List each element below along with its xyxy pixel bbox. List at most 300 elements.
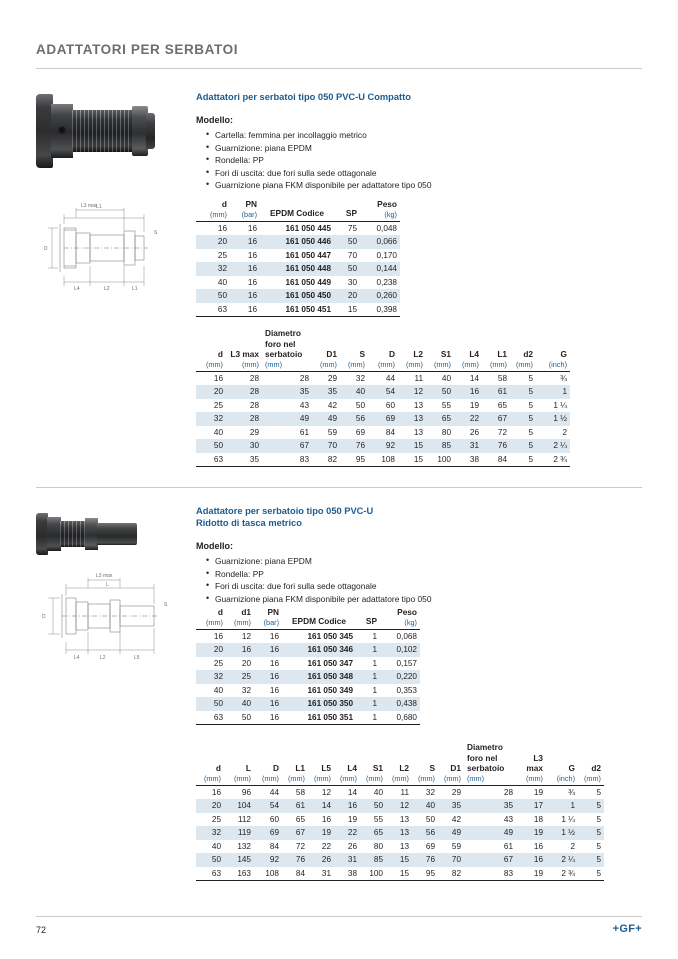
modello-label-1: Modello: [196, 115, 233, 125]
svg-text:L2: L2 [100, 655, 106, 661]
feature-list-1 [196, 129, 496, 192]
cell: 19 [347, 814, 357, 824]
cell: 59 [327, 427, 337, 437]
cell: 35 [262, 385, 312, 399]
cell: 31 [334, 853, 360, 867]
cell: 58 [497, 373, 507, 383]
list-item: • Rondella: PP [207, 154, 496, 167]
cell: 5 [528, 400, 533, 410]
dims-table-2-wrap [196, 742, 604, 881]
cell: 0,220 [380, 670, 420, 684]
cell: 49 [312, 412, 340, 426]
photo-outlet-hole [59, 127, 65, 133]
table-row [196, 289, 400, 303]
cell: 132 [237, 841, 251, 851]
cell: 1 ¼ [561, 814, 575, 824]
cell: 16 [247, 250, 257, 260]
cell: 2 ¾ [536, 453, 570, 467]
cell: 0,102 [380, 643, 420, 657]
cell: 32 [241, 685, 251, 695]
cell: 67 [464, 853, 516, 867]
cell: 69 [254, 826, 282, 840]
cell: 63 [196, 303, 230, 317]
cell: 119 [224, 826, 254, 840]
cell: 112 [237, 814, 251, 824]
cell: 5 [510, 412, 536, 426]
cell: 30 [226, 439, 262, 453]
cell: 20 [196, 235, 230, 249]
cell: 76 [482, 439, 510, 453]
col-header: EPDM Codice [282, 607, 356, 629]
cell: 72 [295, 841, 305, 851]
cell: 16 [247, 223, 257, 233]
photo-end [146, 113, 155, 149]
table-row [196, 221, 400, 235]
cell: 2 ¼ [536, 439, 570, 453]
table-row [196, 867, 604, 881]
svg-text:L5: L5 [134, 655, 140, 661]
list-item: • Guarnizione: piana EPDM [207, 555, 496, 568]
cell: 40 [340, 385, 368, 399]
cell: 56 [412, 826, 438, 840]
table-row [196, 249, 400, 263]
cell: 35 [464, 799, 516, 813]
cell: 60 [385, 400, 395, 410]
cell: 16 [254, 643, 282, 657]
cell: 50 [196, 289, 230, 303]
col-header: PN (bar) [254, 607, 282, 629]
cell: 2 [562, 427, 567, 437]
cell: 104 [224, 799, 254, 813]
feature-list-2 [196, 555, 496, 605]
cell: 38 [334, 867, 360, 881]
cell: 67 [262, 439, 312, 453]
cell: 18 [533, 814, 543, 824]
cell: 58 [295, 787, 305, 797]
cell: 56 [340, 412, 368, 426]
cell: 5 [528, 373, 533, 383]
col-header: L (mm) [224, 742, 254, 785]
cell: 5 [578, 826, 604, 840]
cell: 49 [464, 826, 516, 840]
cell: 0,048 [376, 223, 397, 233]
cell: 15 [386, 867, 412, 881]
modello-label-2: Modello: [196, 541, 233, 551]
technical-drawing-1 [36, 200, 171, 295]
cell: 100 [360, 867, 386, 881]
photo-thread [72, 110, 134, 152]
table-row [196, 426, 570, 440]
cell: 35 [226, 453, 262, 467]
cell: 16 [454, 385, 482, 399]
cell: 25 [211, 814, 221, 824]
cell: 32 [196, 262, 230, 276]
cell: 5 [578, 867, 604, 881]
cell: 30 [347, 277, 357, 287]
list-item: • Guarnizione: piana EPDM [207, 142, 496, 155]
cell: 0,260 [360, 289, 400, 303]
cell: 28 [226, 385, 262, 399]
cell: 76 [340, 439, 368, 453]
divider-top [36, 68, 642, 69]
table-row [196, 826, 604, 840]
table-row [196, 840, 604, 854]
cell-code: 161 050 449 [285, 277, 331, 287]
cell: 65 [295, 814, 305, 824]
product-photo-2 [36, 505, 146, 565]
cell: 54 [368, 385, 398, 399]
dims-table-1 [196, 328, 570, 467]
cell: 76 [412, 853, 438, 867]
codes-table-2 [196, 607, 420, 725]
cell: 83 [464, 867, 516, 881]
cell: 82 [312, 453, 340, 467]
cell: 61 [503, 841, 513, 851]
cell: 26 [347, 841, 357, 851]
cell: 50 [426, 385, 454, 399]
cell: 31 [454, 439, 482, 453]
table-row [196, 684, 420, 698]
cell: 63 [196, 453, 226, 467]
cell: 0,144 [360, 262, 400, 276]
svg-text:L3 max: L3 max [96, 573, 113, 579]
product-title-2-line2: Ridotto di tasca metrico [196, 518, 302, 528]
cell: 12 [321, 787, 331, 797]
cell: 32 [355, 373, 365, 383]
col-header: Peso (kg) [360, 199, 400, 221]
cell: 2 ¼ [546, 853, 578, 867]
cell: 22 [334, 826, 360, 840]
cell-code: 161 050 346 [282, 643, 356, 657]
cell: 49 [438, 826, 464, 840]
svg-text:L2: L2 [104, 286, 110, 292]
col-header: d (mm) [196, 199, 230, 221]
col-header: L4 (mm) [334, 742, 360, 785]
cell: 12 [398, 385, 426, 399]
cell: 59 [451, 841, 461, 851]
cell: 20 [241, 658, 251, 668]
cell: 11 [400, 787, 409, 797]
col-header: d (mm) [196, 328, 226, 371]
col-header: d2 (mm) [510, 328, 536, 371]
cell: 14 [308, 799, 334, 813]
col-header: L2 (mm) [398, 328, 426, 371]
product-title-1: Adattatori per serbatoi tipo 050 PVC-U Compatto [196, 92, 411, 102]
cell: 42 [327, 400, 337, 410]
cell: 35 [312, 385, 340, 399]
photo-spigot [97, 523, 137, 545]
cell: 50 [360, 799, 386, 813]
cell: 145 [224, 853, 254, 867]
cell: 60 [269, 814, 279, 824]
table-row [196, 399, 570, 413]
table-row [196, 711, 420, 725]
cell: 1 ½ [546, 826, 578, 840]
cell: 22 [321, 841, 331, 851]
cell: 70 [347, 250, 357, 260]
cell: 0,353 [396, 685, 417, 695]
col-header: PN (bar) [230, 199, 260, 221]
page-number: 72 [36, 925, 47, 935]
col-header: S (mm) [412, 742, 438, 785]
cell: 95 [340, 453, 368, 467]
cell: 25 [217, 250, 227, 260]
svg-text:L1: L1 [132, 286, 138, 292]
cell: 0,157 [396, 658, 417, 668]
cell: 11 [414, 373, 423, 383]
cell: 16 [254, 697, 282, 711]
col-header: D (mm) [368, 328, 398, 371]
cell: 67 [282, 826, 308, 840]
col-header: L5 (mm) [308, 742, 334, 785]
list-item: • Fori di uscita: due fori sulla sede ottagonale [207, 580, 496, 593]
list-item: • Rondella: PP [207, 568, 496, 581]
cell-code: 161 050 451 [260, 303, 334, 317]
tank-adaptor-photo [36, 88, 156, 174]
cell-code: 161 050 347 [307, 658, 353, 668]
cell: 84 [269, 841, 279, 851]
cell: 65 [360, 826, 386, 840]
col-header: S1 (mm) [360, 742, 386, 785]
cell: 75 [347, 223, 357, 233]
cell: 19 [469, 400, 479, 410]
col-header: SP [334, 199, 360, 221]
cell: 1 [356, 643, 380, 657]
cell: 1 [536, 385, 570, 399]
cell: 1 [546, 799, 578, 813]
cell: 28 [249, 373, 259, 383]
cell: 0,680 [380, 711, 420, 725]
cell: 50 [226, 711, 254, 725]
table-row [196, 235, 400, 249]
cell: 28 [249, 400, 259, 410]
cell: 28 [226, 412, 262, 426]
cell: 1 ¼ [553, 400, 567, 410]
cell: 13 [399, 841, 409, 851]
svg-text:S: S [154, 230, 158, 236]
cell-code: 161 050 350 [282, 697, 356, 711]
table-row [196, 853, 604, 867]
cell: 1 ½ [536, 412, 570, 426]
table-row [196, 262, 400, 276]
cell: 70 [438, 853, 464, 867]
cell: 29 [249, 427, 259, 437]
cell: 0,068 [396, 631, 417, 641]
cell: 40 [226, 697, 254, 711]
cell: 1 [356, 670, 380, 684]
cell: 65 [497, 400, 507, 410]
cell: 17 [516, 799, 546, 813]
cell: 19 [516, 867, 546, 881]
cell: 25 [226, 670, 254, 684]
cell: 0,438 [380, 697, 420, 711]
cell: 32 [196, 826, 224, 840]
cell: 80 [373, 841, 383, 851]
cell: 1 [372, 685, 377, 695]
cell: 16 [230, 235, 260, 249]
cell: 96 [241, 787, 251, 797]
cell: 1 [356, 697, 380, 711]
codes-table-2-wrap [196, 607, 420, 725]
table-row [196, 412, 570, 426]
cell: 15 [398, 439, 426, 453]
svg-text:L3 max: L3 max [81, 203, 98, 209]
col-header: d2 (mm) [578, 742, 604, 785]
cell: 14 [347, 787, 357, 797]
cell: 44 [269, 787, 279, 797]
cell: 5 [596, 787, 601, 797]
col-header: D (mm) [254, 742, 282, 785]
codes-table-1 [196, 199, 400, 317]
cell: 31 [308, 867, 334, 881]
col-header: S1 (mm) [426, 328, 454, 371]
cell: 5 [510, 453, 536, 467]
list-item: • Cartella: femmina per incollaggio metrico [207, 129, 496, 142]
product-title-2-line1: Adattatore per serbatoio tipo 050 PVC-U [196, 506, 374, 516]
cell: 16 [269, 685, 279, 695]
col-header: L2 (mm) [386, 742, 412, 785]
table-row [196, 643, 420, 657]
cell: 32 [425, 787, 435, 797]
cell: 1 [372, 658, 377, 668]
cell: 92 [368, 439, 398, 453]
cell: 85 [360, 853, 386, 867]
cell: 16 [254, 670, 282, 684]
cell: 163 [224, 867, 254, 881]
table-row [196, 439, 570, 453]
table-row [196, 276, 400, 290]
cell-code: 161 050 447 [285, 250, 331, 260]
col-header: Peso (kg) [380, 607, 420, 629]
svg-text:L: L [106, 582, 109, 588]
technical-drawing-2 [36, 572, 181, 662]
product-photo-1 [36, 88, 156, 174]
cell: 69 [368, 412, 398, 426]
cell: 95 [412, 867, 438, 881]
cell: 50 [196, 697, 226, 711]
cell: 55 [441, 400, 451, 410]
cell: 80 [441, 427, 451, 437]
cell: ¾ [560, 373, 567, 383]
cell: 32 [196, 670, 226, 684]
col-header: L1 (mm) [282, 742, 308, 785]
cell: 76 [282, 853, 308, 867]
table-row [196, 799, 604, 813]
table-row [196, 785, 604, 799]
cell-code: 161 050 448 [260, 262, 334, 276]
col-header: L4 (mm) [454, 328, 482, 371]
drawing-svg-1 [36, 200, 171, 295]
cell-code: 161 050 450 [260, 289, 334, 303]
cell: 40 [412, 799, 438, 813]
cell: 16 [213, 631, 223, 641]
cell: 50 [425, 814, 435, 824]
cell: 50 [334, 235, 360, 249]
cell: 1 [372, 631, 377, 641]
cell-code: 161 050 348 [282, 670, 356, 684]
codes-table-1-wrap [196, 199, 400, 317]
cell: 0,066 [360, 235, 400, 249]
cell: 16 [321, 814, 331, 824]
cell: 5 [596, 841, 601, 851]
col-header: d (mm) [196, 742, 224, 785]
page-title: ADATTATORI PER SERBATOI [36, 42, 239, 57]
cell: 84 [282, 867, 308, 881]
cell: 69 [425, 841, 435, 851]
cell: 16 [230, 262, 260, 276]
cell: 82 [438, 867, 464, 881]
col-header: D1 (mm) [438, 742, 464, 785]
cell-code: 161 050 445 [285, 223, 331, 233]
cell: 63 [196, 711, 226, 725]
col-header: S (mm) [340, 328, 368, 371]
cell: 28 [299, 373, 309, 383]
cell: 2 [570, 841, 575, 851]
cell: 14 [469, 373, 479, 383]
cell: 40 [213, 427, 223, 437]
cell: 50 [355, 400, 365, 410]
tank-adaptor-reduced-photo [36, 505, 146, 565]
cell: 16 [230, 289, 260, 303]
cell: 16 [247, 277, 257, 287]
cell: 43 [503, 814, 513, 824]
cell: 29 [451, 787, 461, 797]
cell: 29 [327, 373, 337, 383]
cell: 40 [373, 787, 383, 797]
cell: 5 [596, 814, 601, 824]
cell: 2 ¾ [546, 867, 578, 881]
table-row [196, 303, 400, 317]
cell: 108 [254, 867, 282, 881]
col-header: D1 (mm) [312, 328, 340, 371]
brand-logo: +GF+ [612, 923, 642, 935]
cell: 100 [426, 453, 454, 467]
list-item: • Guarnizione piana FKM disponibile per adattatore tipo 050 [207, 179, 496, 192]
cell: 12 [386, 799, 412, 813]
col-header: d1 (mm) [226, 607, 254, 629]
cell: 32 [196, 412, 226, 426]
svg-text:L1: L1 [96, 204, 102, 210]
cell: 13 [398, 412, 426, 426]
divider-bottom [36, 916, 642, 917]
cell: 50 [196, 853, 224, 867]
cell: 0,170 [376, 250, 397, 260]
cell: 65 [426, 412, 454, 426]
col-header: Diametro foro nel serbatoio (mm) [262, 328, 312, 371]
cell: 54 [254, 799, 282, 813]
cell: 19 [308, 826, 334, 840]
col-header: L3 max (mm) [226, 328, 262, 371]
cell: 72 [497, 427, 507, 437]
cell: 63 [196, 867, 224, 881]
cell: 42 [451, 814, 461, 824]
photo-ring [47, 517, 61, 551]
table-row [196, 813, 604, 827]
cell: 49 [262, 412, 312, 426]
cell: 20 [334, 289, 360, 303]
cell: 16 [213, 373, 223, 383]
cell: 16 [269, 631, 279, 641]
cell: 38 [454, 453, 482, 467]
cell-code: 161 050 351 [282, 711, 356, 725]
photo-thread [60, 521, 86, 547]
table-row [196, 629, 420, 643]
col-header: d (mm) [196, 607, 226, 629]
cell: 16 [226, 643, 254, 657]
cell-code: 161 050 345 [307, 631, 353, 641]
cell: 5 [510, 385, 536, 399]
cell: 13 [413, 427, 423, 437]
